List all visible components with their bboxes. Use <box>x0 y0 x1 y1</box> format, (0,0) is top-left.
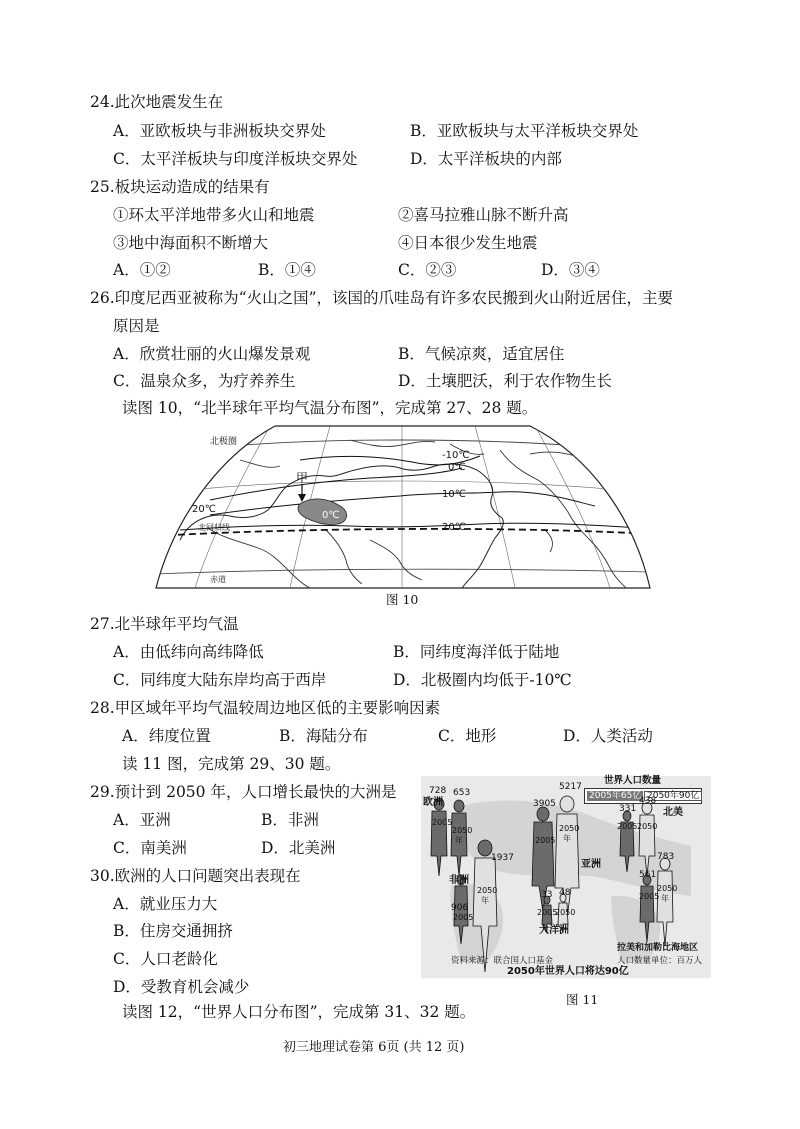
q26-option-c: C．温泉众多，为疗养养生 <box>113 372 296 390</box>
q26-option-d: D．土壤肥沃，利于农作物生长 <box>398 372 612 390</box>
label-jia: 甲 <box>296 471 309 485</box>
q30-stem: 30.欧洲的人口问题突出表现在 <box>90 867 301 885</box>
label-iso-20-east: 20℃ <box>442 522 466 533</box>
q30-option-a: A．就业压力大 <box>113 895 218 913</box>
q24-option-d: D．太平洋板块的内部 <box>410 150 562 168</box>
q29-stem: 29.预计到 2050 年，人口增长最快的大洲是 <box>90 783 397 801</box>
q27-option-d: D．北极圈内均低于-10℃ <box>393 671 572 689</box>
q26-option-b: B．气候凉爽，适宜居住 <box>398 345 565 363</box>
nian-asia: 年 <box>563 834 571 843</box>
q25-option-d: D．③④ <box>541 261 600 279</box>
label-latam: 拉美和加勒比海地区 <box>617 943 699 953</box>
q27-option-c: C．同纬度大陆东岸均高于西岸 <box>113 671 327 689</box>
pop-oceania-2005: 33 <box>541 890 553 900</box>
q29-option-d: D．北美洲 <box>261 839 336 857</box>
pop-na-2050: 438 <box>639 796 657 806</box>
q24-option-a: A．亚欧板块与非洲板块交界处 <box>113 122 326 140</box>
year-europe-2050: 2050 <box>452 826 473 835</box>
q30-option-c: C．人口老龄化 <box>113 950 218 968</box>
q28-stem: 28.甲区域年平均气温较周边地区低的主要影响因素 <box>90 699 441 717</box>
q25-statement-4: ④日本很少发生地震 <box>398 234 538 252</box>
pop-latam-2050: 783 <box>657 852 675 862</box>
q24-option-b: B．亚欧板块与太平洋板块交界处 <box>410 122 639 140</box>
year-oceania-2050: 2050 <box>555 908 576 917</box>
pop-latam-2005: 561 <box>639 870 657 880</box>
q30-option-b: B．住房交通拥挤 <box>113 922 233 940</box>
fig11-title: 世界人口数量 <box>604 775 662 786</box>
label-tropic-of-cancer: 北回归线 <box>198 523 230 532</box>
label-iso-0: 0℃ <box>448 462 466 473</box>
fig11-source: 资料来源：联合国人口基金 <box>451 956 554 966</box>
temperature-map <box>150 420 655 592</box>
q26-stem-line1: 26.印度尼西亚被称为“火山之国”，该国的爪哇岛有许多农民搬到火山附近居住，主要 <box>90 289 674 307</box>
q27-option-b: B．同纬度海洋低于陆地 <box>393 643 560 661</box>
year-asia-2005: 2005 <box>535 836 556 845</box>
q25-option-a: A．①② <box>113 261 171 279</box>
figure10-intro: 读图 10，“北半球年平均气温分布图”，完成第 27、28 题。 <box>122 399 538 417</box>
fig11-unit: 人口数量单位：百万人 <box>617 956 703 966</box>
page-footer: 初三地理试卷第 6页 (共 12 页) <box>283 1040 465 1055</box>
pop-na-2005: 331 <box>619 804 637 814</box>
year-asia-2050: 2050 <box>559 824 580 833</box>
map-frame <box>156 426 650 588</box>
q27-stem: 27.北半球年平均气温 <box>90 615 239 633</box>
q26-stem-line2: 原因是 <box>113 317 160 335</box>
year-na-2050: 2050 <box>637 822 658 831</box>
year-oceania-2005: 2005 <box>537 908 558 917</box>
q27-option-a: A．由低纬向高纬降低 <box>113 643 264 661</box>
q25-statement-2: ②喜马拉雅山脉不断升高 <box>398 206 569 224</box>
figure12-intro: 读图 12，“世界人口分布图”，完成第 31、32 题。 <box>122 1003 476 1021</box>
q28-option-b: B．海陆分布 <box>279 727 368 745</box>
q29-option-c: C．南美洲 <box>113 839 187 857</box>
fig11-bottom-caption: 2050年世界人口将达90亿 <box>507 966 629 977</box>
q25-option-b: B．①④ <box>258 261 316 279</box>
figure10-caption: 图 10 <box>386 592 419 607</box>
q25-statement-1: ①环太平洋地带多火山和地震 <box>113 206 315 224</box>
figure11-caption: 图 11 <box>566 992 599 1007</box>
year-africa-2050: 2050 <box>477 886 498 895</box>
q29-option-b: B．非洲 <box>261 811 319 829</box>
pop-asia-2005: 3905 <box>533 799 556 809</box>
label-north-america: 北美 <box>663 807 683 818</box>
pop-oceania-2050: 48 <box>559 888 571 898</box>
q25-statement-3: ③地中海面积不断增大 <box>113 234 269 252</box>
nian-europe: 年 <box>455 836 463 845</box>
year-latam-2005: 2005 <box>639 892 660 901</box>
legend-2050: 2050年90亿 <box>644 791 702 801</box>
q24-option-c: C．太平洋板块与印度洋板块交界处 <box>113 150 358 168</box>
q30-option-d: D．受教育机会减少 <box>113 978 250 996</box>
q26-option-a: A．欣赏壮丽的火山爆发景观 <box>113 345 311 363</box>
q29-option-a: A．亚洲 <box>113 811 171 829</box>
q28-option-a: A．纬度位置 <box>122 727 211 745</box>
label-iso-minus10: -10℃ <box>442 450 470 461</box>
pop-africa-2050: 1937 <box>491 853 514 863</box>
label-iso-0-plateau: 0℃ <box>322 510 340 521</box>
pop-europe-2005: 728 <box>429 786 447 796</box>
nian-latam: 年 <box>661 894 669 903</box>
year-latam-2050: 2050 <box>657 884 678 893</box>
pop-europe-2050: 653 <box>453 788 471 798</box>
legend-2005: 2005年65亿 <box>589 791 642 801</box>
q25-option-c: C．②③ <box>398 261 457 279</box>
nian-africa: 年 <box>481 896 489 905</box>
q25-stem: 25.板块运动造成的结果有 <box>90 178 270 196</box>
label-equator: 赤道 <box>210 575 226 584</box>
year-africa-2005: 2005 <box>453 913 474 922</box>
q28-option-c: C．地形 <box>438 727 497 745</box>
figure11-population <box>421 776 711 978</box>
label-iso-10: 10℃ <box>442 489 466 500</box>
pop-asia-2050: 5217 <box>559 782 582 792</box>
label-arctic-circle: 北极圈 <box>210 437 238 447</box>
label-oceania: 大洋洲 <box>539 925 569 936</box>
figure11-intro: 读 11 图，完成第 29、30 题。 <box>122 755 341 773</box>
label-iso-20-west: 20℃ <box>192 504 216 515</box>
label-africa: 非洲 <box>449 875 469 886</box>
q28-option-d: D．人类活动 <box>563 727 653 745</box>
pop-africa-2005: 906 <box>451 903 469 913</box>
year-europe-2005: 2005 <box>432 818 453 827</box>
q24-stem: 24.此次地震发生在 <box>90 93 224 111</box>
label-europe: 欧洲 <box>423 797 443 808</box>
label-asia: 亚洲 <box>581 859 601 870</box>
year-na-2005: 2005 <box>617 822 638 831</box>
